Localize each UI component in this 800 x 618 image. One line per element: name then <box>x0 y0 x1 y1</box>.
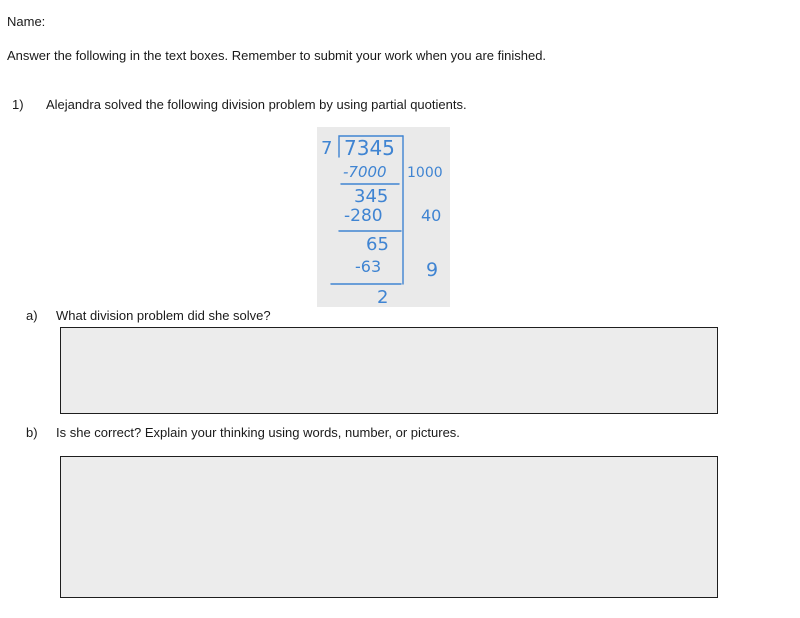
divisor: 7 <box>321 138 333 159</box>
name-label: Name: <box>7 14 46 29</box>
question-text: Alejandra solved the following division problem by using partial quotients. <box>46 97 467 112</box>
instructions: Answer the following in the text boxes. Remember to submit your work when you are finished. <box>7 48 547 63</box>
part-b-question: Is she correct? Explain your thinking using words, number, or pictures. <box>56 425 460 440</box>
part-a-label: a) <box>26 308 38 323</box>
part-b-label: b) <box>26 425 38 440</box>
step-remainder-2: 65 <box>366 234 389 255</box>
division-work-photo <box>317 127 450 307</box>
partial-quotient-3: 9 <box>426 259 439 281</box>
dividend: 7345 <box>344 136 395 160</box>
part-a-answer-box[interactable] <box>60 327 718 414</box>
partial-quotient-2: 40 <box>421 206 442 225</box>
step-subtract-1: -7000 <box>343 163 387 181</box>
question-number: 1) <box>12 97 24 112</box>
partial-quotient-1: 1000 <box>407 165 443 181</box>
part-b-answer-box[interactable] <box>60 456 718 598</box>
part-a-question: What division problem did she solve? <box>56 308 271 323</box>
step-remainder-1: 345 <box>354 186 389 207</box>
step-subtract-2: -280 <box>344 206 383 226</box>
final-remainder: 2 <box>377 287 389 307</box>
step-subtract-3: -63 <box>355 257 382 276</box>
